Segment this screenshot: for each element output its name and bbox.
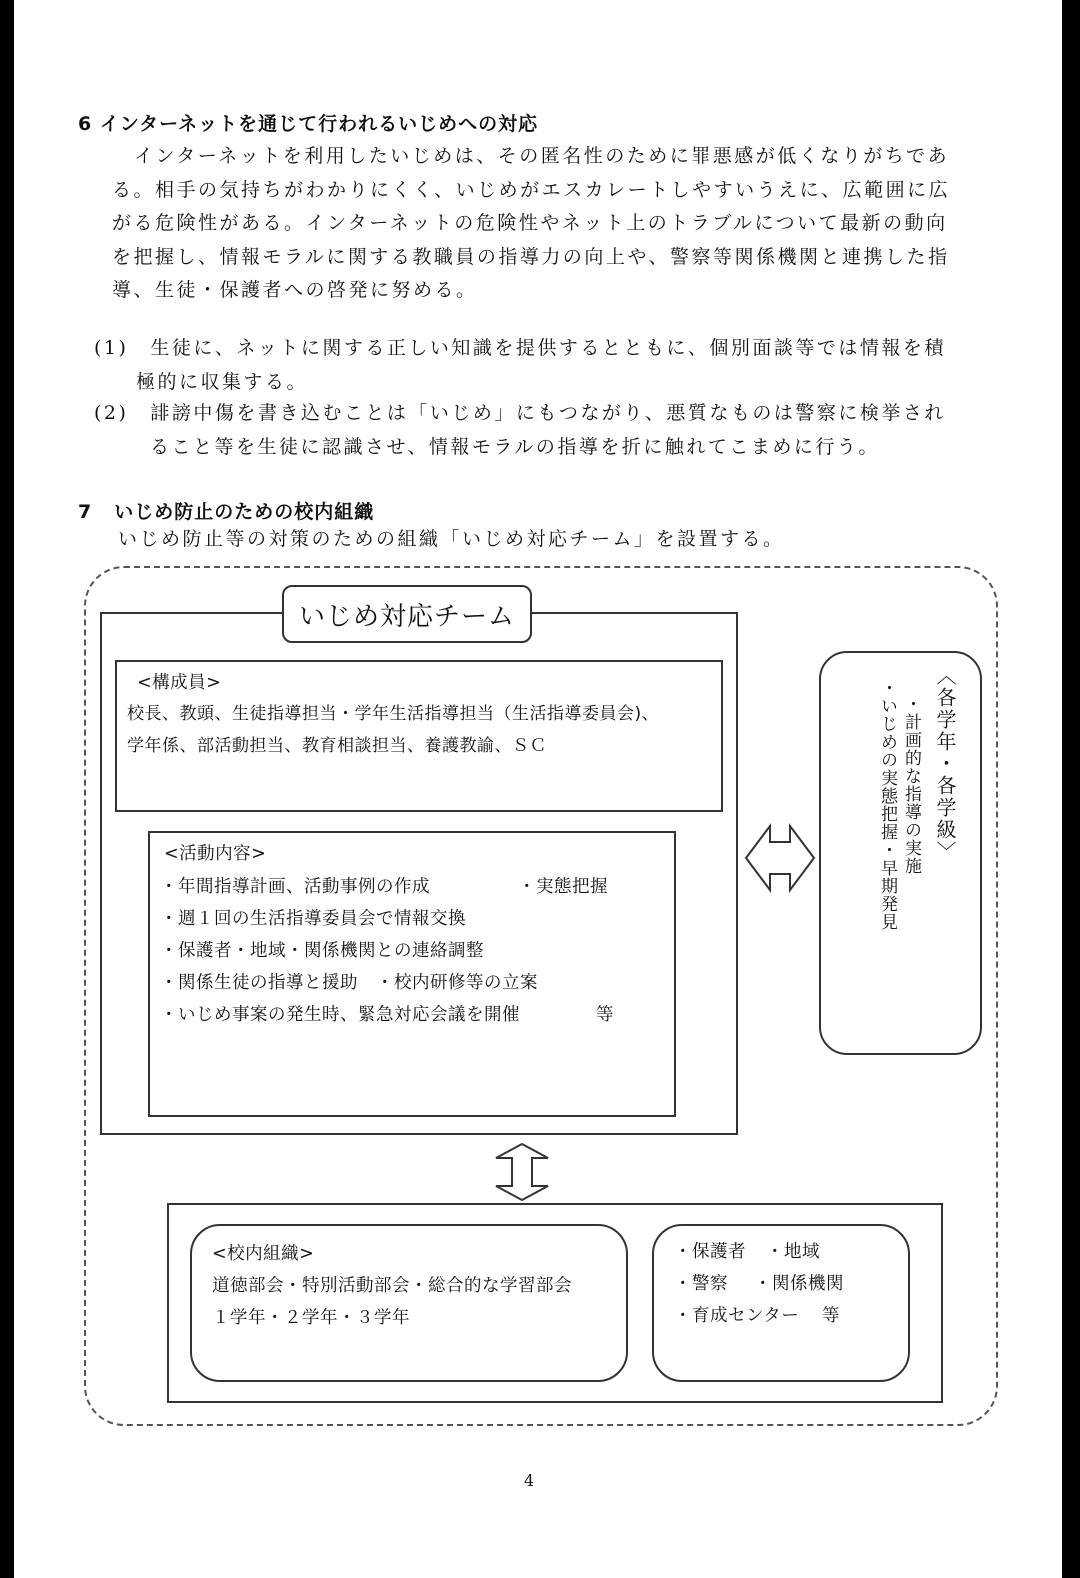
activity-item: ・保護者・地域・関係機関との連絡調整: [160, 941, 484, 961]
members-label: <構成員>: [137, 673, 222, 693]
item-text: 極的に収集する。: [136, 370, 309, 393]
vertical-double-arrow-icon: [490, 1142, 554, 1202]
section7-heading: [78, 497, 374, 524]
item-number: (2): [94, 402, 129, 424]
team-title: いじめ対応チーム: [282, 585, 532, 643]
paragraph-line: がる危険性がある。インターネットの危険性やネット上のトラブルについて最新の動向: [112, 212, 948, 234]
activity-item: [160, 871, 664, 903]
paragraph-line: インターネットを利用したいじめは、その匿名性のために罪悪感が低くなりがちであ: [134, 145, 950, 167]
grade-class-box: [819, 651, 982, 1055]
external-partners-box: [652, 1224, 910, 1382]
document-page: [14, 0, 1062, 1578]
partner-row: [674, 1300, 888, 1332]
partner-item: 等: [822, 1306, 840, 1326]
grade-class-title: 〈各学年・各学級〉: [933, 665, 957, 863]
activities-label: <活動内容>: [164, 844, 267, 864]
activity-text: ・いじめ事案の発生時、緊急対応会議を開催: [160, 1005, 520, 1025]
school-org-box: [190, 1224, 628, 1382]
partner-row: [674, 1268, 888, 1300]
item-text: ること等を生徒に認識させ、情報モラルの指導を折に触れてこまめに行う。: [150, 435, 880, 458]
page-number: 4: [524, 1471, 535, 1490]
section7-title: いじめ防止のための校内組織: [114, 501, 375, 523]
paragraph-line: る。相手の気持ちがわかりにくく、いじめがエスカレートしやすいうえに、広範囲に広: [112, 178, 951, 201]
item-text: 誹謗中傷を書き込むことは「いじめ」にもつながり、悪質なものは警察に検挙され: [150, 402, 946, 424]
partner-item: ・関係機関: [754, 1274, 844, 1294]
activity-text: ・年間指導計画、活動事例の作成: [160, 877, 430, 897]
activities-box: [148, 831, 676, 1117]
partner-row: [674, 1236, 888, 1268]
section6-paragraph: [112, 140, 1012, 308]
partner-item: ・警察: [674, 1274, 728, 1294]
partner-item: ・地域: [766, 1242, 820, 1262]
grade-class-item: ・計画的な指導の実施: [901, 695, 921, 875]
item-text: 生徒に、ネットに関する正しい知識を提供するとともに、個別面談等では情報を積: [150, 337, 946, 359]
item-number: (1): [94, 337, 129, 359]
section6-heading: 6 インターネットを通じて行われるいじめへの対応: [78, 113, 539, 135]
grade-class-item: ・いじめの実態把握・早期発見: [877, 679, 897, 931]
paragraph-line: 導、生徒・保護者への啓発に努める。: [112, 279, 478, 301]
members-line: 学年係、部活動担当、教育相談担当、養護教諭、ＳＣ: [127, 736, 547, 756]
horizontal-double-arrow-icon: [742, 818, 818, 898]
partner-item: ・保護者: [674, 1242, 746, 1262]
members-box: [115, 660, 723, 812]
section7-number: 7: [78, 501, 93, 523]
section6-item-1: [94, 332, 1014, 399]
activity-item: ・週１回の生活指導委員会で情報交換: [160, 909, 466, 929]
section6-item-2: [94, 397, 1014, 464]
partner-item: ・育成センター: [674, 1306, 800, 1326]
section7-intro: いじめ防止等の対策のための組織「いじめ対応チーム」を設置する。: [118, 528, 785, 550]
school-org-line: １学年・２学年・３学年: [212, 1308, 410, 1328]
school-org-line: 道徳部会・特別活動部会・総合的な学習部会: [212, 1276, 572, 1296]
activity-extra: 等: [596, 1005, 614, 1025]
activity-item: [160, 999, 664, 1031]
paragraph-line: を把握し、情報モラルに関する教職員の指導力の向上や、警察等関係機関と連携した指: [112, 245, 950, 268]
school-org-label: <校内組織>: [212, 1244, 315, 1264]
activity-extra: ・実態把握: [518, 877, 608, 897]
activity-item: ・関係生徒の指導と援助 ・校内研修等の立案: [160, 973, 538, 993]
members-line: 校長、教頭、生徒指導担当・学年生活指導担当（生活指導委員会)、: [127, 704, 660, 724]
